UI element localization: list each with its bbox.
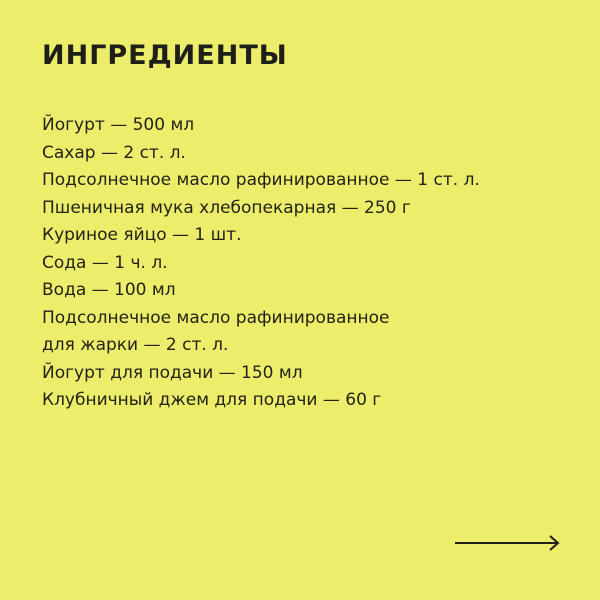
list-item: Вода — 100 мл	[42, 280, 176, 300]
list-item: Сахар — 2 ст. л.	[42, 142, 186, 163]
list-item: Йогурт — 500 мл	[42, 115, 195, 135]
page-title: ИНГРЕДИЕНТЫ	[42, 40, 288, 71]
list-item: для жарки — 2 ст. л.	[42, 335, 229, 355]
list-item: Подсолнечное масло рафинированное	[42, 307, 390, 328]
arrow-right-icon[interactable]	[455, 532, 561, 554]
list-item: Куриное яйцо — 1 шт.	[42, 225, 242, 245]
list-item: Пшеничная мука хлебопекарная — 250 г	[42, 197, 411, 218]
ingredients-list	[42, 112, 582, 415]
list-item: Клубничный джем для подачи — 60 г	[42, 390, 382, 410]
list-item: Йогурт для подачи — 150 мл	[42, 362, 303, 383]
list-item: Сода — 1 ч. л.	[42, 252, 168, 273]
list-item: Подсолнечное масло рафинированное — 1 ст. л.	[42, 170, 480, 190]
